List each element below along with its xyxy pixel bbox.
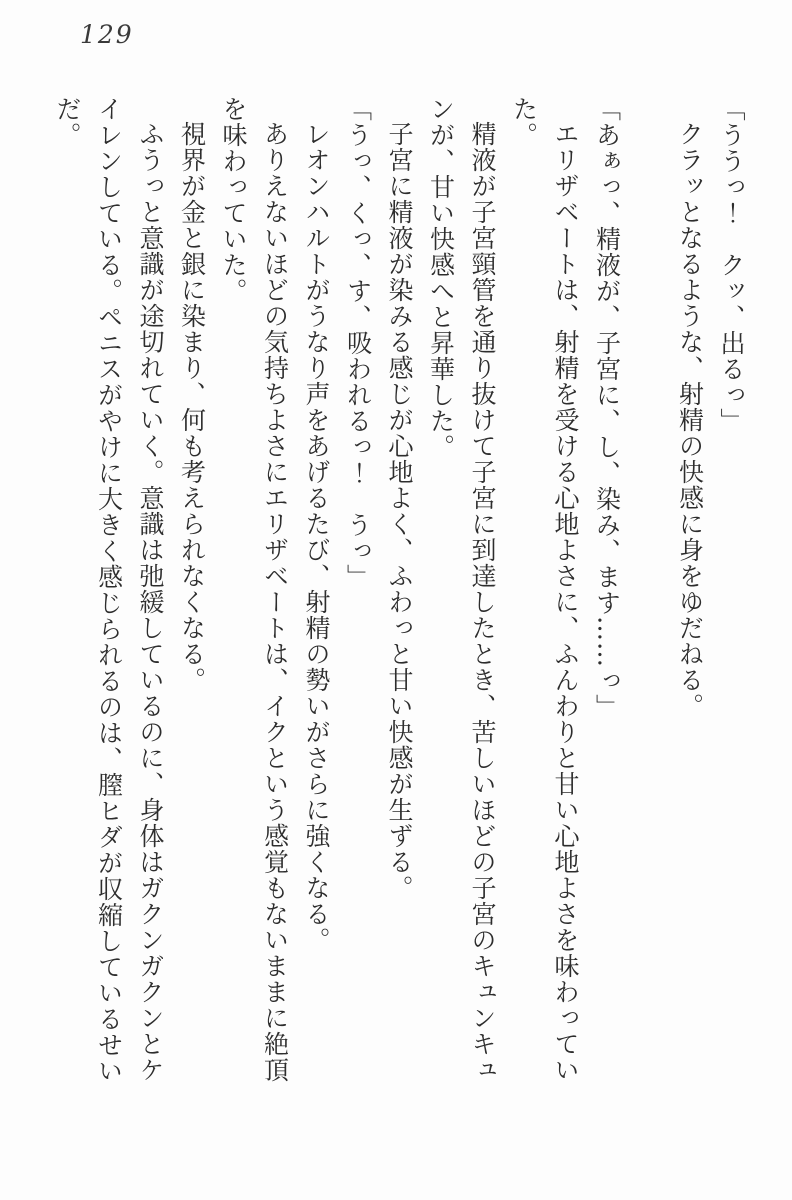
- narrative-paragraph: ありえないほどの気持ちよさにエリザベートは、イクという感覚もないままに絶頂を味わっていた。: [219, 96, 290, 1083]
- page-number: 129: [80, 20, 134, 49]
- narrative-paragraph: ふうっと意識が途切れていく。意識は弛緩しているのに、身体はガクンガクンとケイレンしている。ペニスがやけに大きく感じられるのは、膣ヒダが収縮しているせいだ。: [53, 96, 165, 1084]
- narrative-paragraph: 視界が金と銀に染まり、何も考えられなくなる。: [177, 121, 207, 693]
- narrative-paragraph: クラッとなるような、射精の快感に身をゆだねる。: [675, 121, 705, 719]
- dialogue-line: 「ううっ！ クッ、出るっ」: [717, 96, 746, 434]
- vertical-text-block: [47, 96, 753, 1088]
- dialogue-line: 「うっ、くっ、す、吸われるっ！ うっ」: [343, 96, 373, 590]
- dialogue-line: 「あぁっ、精液が、子宮に、し、染み、ます……っ」: [592, 96, 622, 720]
- narrative-paragraph: レオンハルトがうなり声をあげるたび、射精の勢いがさらに強くなる。: [302, 121, 331, 953]
- narrative-paragraph: エリザベートは、射精を受ける心地よさに、ふんわりと甘い心地よさを味わっていた。: [509, 96, 580, 1083]
- narrative-paragraph: 精液が子宮頸管を通り抜けて子宮に到達したとき、苦しいほどの子宮のキュンキュンが、甘い快感へと昇華した。: [426, 96, 497, 1083]
- paragraph-break-gap: [628, 96, 670, 1088]
- narrative-paragraph: 子宮に精液が染みる感じが心地よく、ふわっと甘い快感が生ずる。: [385, 121, 414, 901]
